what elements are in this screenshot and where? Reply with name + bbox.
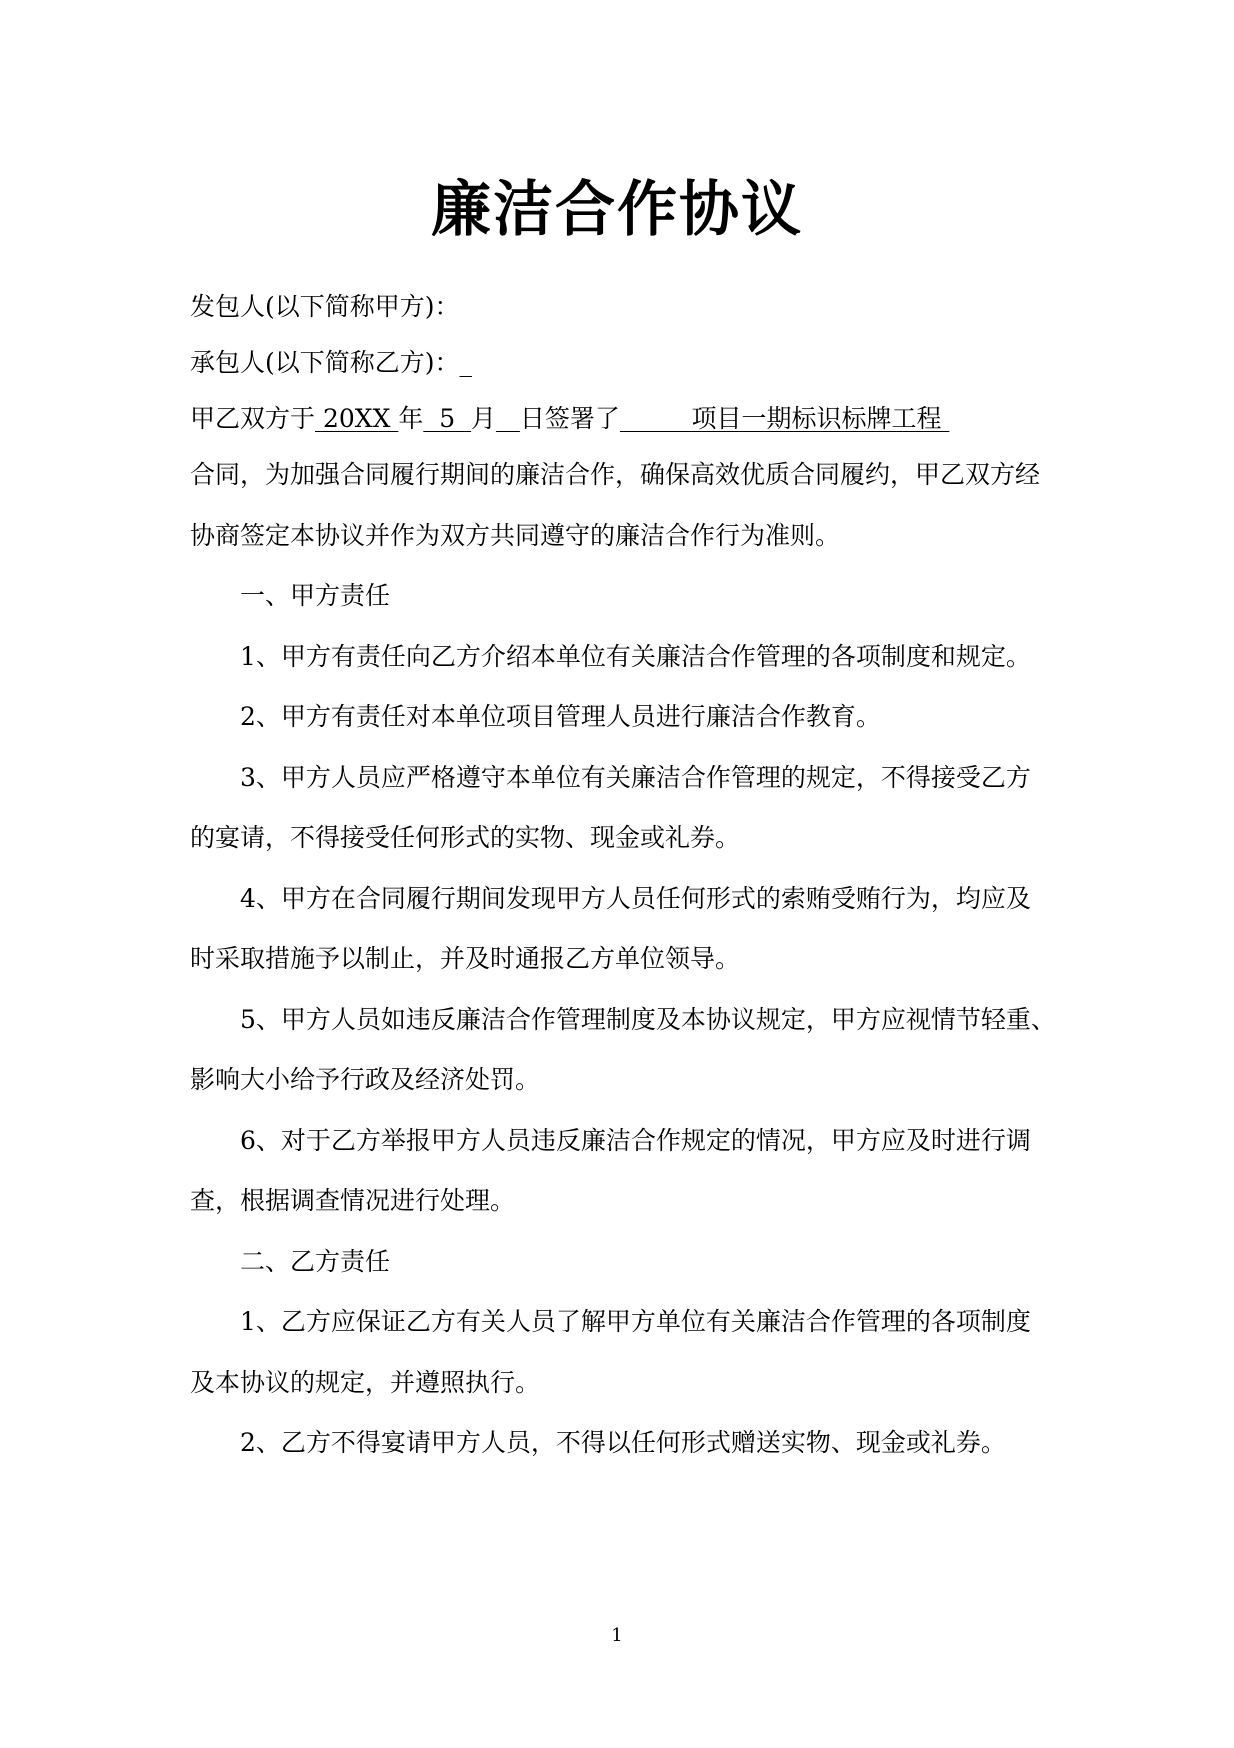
paragraph-line: 1、甲方有责任向乙方介绍本单位有关廉洁合作管理的各项制度和规定。 [240,642,1031,671]
page-number: 1 [611,1625,623,1646]
signing-date-line [190,402,949,436]
paragraph-line: 5、甲方人员如违反廉洁合作管理制度及本协议规定，甲方应视情节轻重、 [240,1005,1056,1034]
paragraph-line: 2、乙方不得宴请甲方人员，不得以任何形式赠送实物、现金或礼券。 [240,1428,1006,1457]
paragraph-line: 影响大小给予行政及经济处罚。 [190,1065,541,1094]
sign-prefix: 甲乙双方于 [190,404,316,433]
document-title: 廉洁合作协议 [431,175,803,245]
paragraph-line: 1、乙方应保证乙方有关人员了解甲方单位有关廉洁合作管理的各项制度 [240,1307,1031,1336]
section-heading-party-a: 一、甲方责任 [240,581,391,610]
day-suffix: 日签署了 [519,404,620,433]
paragraph-line: 6、对于乙方举报甲方人员违反廉洁合作规定的情况，甲方应及时进行调 [240,1126,1031,1155]
section-heading-party-b: 二、乙方责任 [240,1247,391,1276]
year-field: 20XX [315,404,399,433]
party-b-line: 承包人(以下简称乙方)：_ [190,348,473,377]
paragraph-line: 合同，为加强合同履行期间的廉洁合作，确保高效优质合同履约，甲乙双方经 [190,460,1041,489]
month-suffix: 月 [471,404,497,433]
paragraph-line: 查，根据调查情况进行处理。 [190,1186,516,1215]
party-a-line: 发包人(以下简称甲方)： [190,292,460,321]
paragraph-line: 3、甲方人员应严格遵守本单位有关廉洁合作管理的规定，不得接受乙方 [240,763,1031,792]
paragraph-line: 4、甲方在合同履行期间发现甲方人员任何形式的索贿受贿行为，均应及 [240,884,1031,913]
month-field: 5 [423,404,472,433]
paragraph-line: 及本协议的规定，并遵照执行。 [190,1368,541,1397]
project-name-field: 项目一期标识标牌工程 [619,404,950,433]
paragraph-line: 时采取措施予以制止，并及时通报乙方单位领导。 [190,944,741,973]
day-field [496,404,520,433]
paragraph-line: 协商签定本协议并作为双方共同遵守的廉洁合作行为准则。 [190,521,841,550]
year-suffix: 年 [398,404,424,433]
paragraph-line: 的宴请，不得接受任何形式的实物、现金或礼券。 [190,823,741,852]
paragraph-line: 2、甲方有责任对本单位项目管理人员进行廉洁合作教育。 [240,702,881,731]
